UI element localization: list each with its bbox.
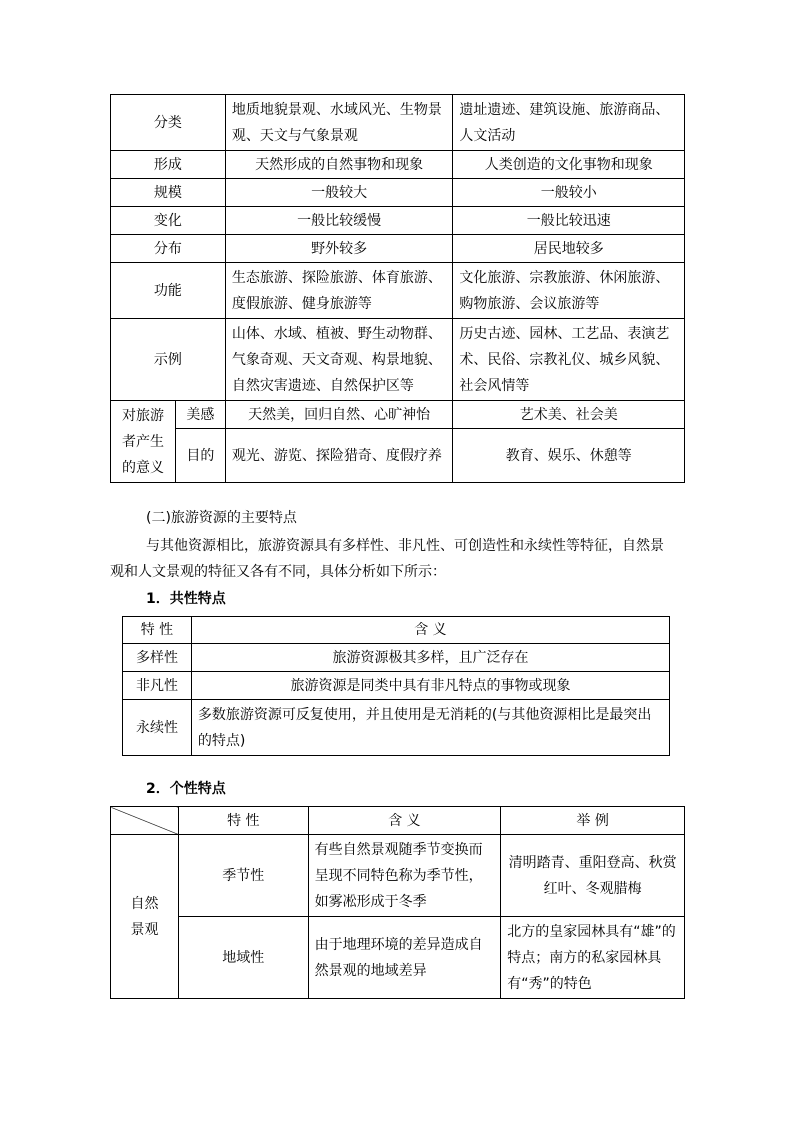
meaning-cell: 旅游资源极其多样，且广泛存在 [191, 644, 669, 672]
cultural-cell: 人类创造的文化事物和现象 [453, 151, 685, 179]
meaning-cell: 旅游资源是同类中具有非凡特点的事物或现象 [191, 672, 669, 700]
header-meaning: 含 义 [191, 617, 669, 644]
comparison-table [110, 94, 685, 483]
meaning-cell: 有些自然景观随季节变换而呈现不同特色称为季节性，如雾凇形成于冬季 [308, 835, 501, 917]
significance-label: 对旅游者产生的意义 [111, 401, 176, 483]
table-row [111, 263, 685, 319]
table-row [111, 207, 685, 235]
common-heading: 1．共性特点 [146, 591, 226, 607]
trait-cell: 永续性 [123, 700, 192, 756]
header-example: 举 例 [501, 807, 685, 835]
trait-cell: 非凡性 [123, 672, 192, 700]
table-row [111, 835, 685, 917]
trait-cell: 季节性 [178, 835, 308, 917]
natural-cell: 地质地貌景观、水域风光、生物景观、天文与气象景观 [225, 95, 453, 151]
table-row [123, 672, 670, 700]
table-row [111, 179, 685, 207]
table-row [111, 151, 685, 179]
header-trait: 特 性 [178, 807, 308, 835]
cultural-cell: 历史古迹、园林、工艺品、表演艺术、民俗、宗教礼仪、城乡风貌、社会风情等 [453, 319, 685, 401]
table-row [111, 95, 685, 151]
intro-line-2: 观和人文景观的特征又各有不同，具体分析如下所示： [110, 564, 446, 580]
individual-traits-table [110, 806, 685, 999]
sub-label: 目的 [175, 429, 225, 483]
cultural-cell: 一般比较迅速 [453, 207, 685, 235]
natural-cell: 天然形成的自然事物和现象 [225, 151, 453, 179]
common-traits-table [122, 616, 670, 756]
trait-cell: 多样性 [123, 644, 192, 672]
row-label: 分布 [111, 235, 226, 263]
row-label: 功能 [111, 263, 226, 319]
cultural-cell: 一般较小 [453, 179, 685, 207]
cultural-cell: 遗址遗迹、建筑设施、旅游商品、人文活动 [453, 95, 685, 151]
table-row [111, 235, 685, 263]
table-row [123, 700, 670, 756]
diagonal-header-cell [111, 807, 179, 835]
individual-heading: 2．个性特点 [146, 781, 226, 797]
natural-cell: 观光、游览、探险猎奇、度假疗养 [225, 429, 453, 483]
natural-cell: 野外较多 [225, 235, 453, 263]
sub-label: 美感 [175, 401, 225, 429]
table-row [111, 429, 685, 483]
natural-cell: 山体、水域、植被、野生动物群、气象奇观、天文奇观、构景地貌、自然灾害遗迹、自然保护区等 [225, 319, 453, 401]
section-heading: (二)旅游资源的主要特点 [146, 510, 297, 526]
trait-cell: 地域性 [178, 917, 308, 999]
group-label: 自然景观 [111, 835, 179, 999]
table-row [111, 401, 685, 429]
example-cell: 清明踏青、重阳登高、秋赏红叶、冬观腊梅 [501, 835, 685, 917]
cultural-cell: 文化旅游、宗教旅游、休闲旅游、购物旅游、会议旅游等 [453, 263, 685, 319]
table-row [123, 644, 670, 672]
cultural-cell: 教育、娱乐、休憩等 [453, 429, 685, 483]
table-header [111, 807, 685, 835]
row-label: 变化 [111, 207, 226, 235]
header-meaning: 含 义 [308, 807, 501, 835]
row-label: 形成 [111, 151, 226, 179]
meaning-cell: 由于地理环境的差异造成自然景观的地域差异 [308, 917, 501, 999]
example-cell: 北方的皇家园林具有“雄”的特点；南方的私家园林具有“秀”的特色 [501, 917, 685, 999]
cultural-cell: 居民地较多 [453, 235, 685, 263]
row-label: 示例 [111, 319, 226, 401]
table-row [111, 917, 685, 999]
natural-cell: 一般较大 [225, 179, 453, 207]
intro-line-1: 与其他资源相比，旅游资源具有多样性、非凡性、可创造性和永续性等特征，自然景 [146, 538, 664, 554]
row-label: 规模 [111, 179, 226, 207]
natural-cell: 一般比较缓慢 [225, 207, 453, 235]
cultural-cell: 艺术美、社会美 [453, 401, 685, 429]
meaning-cell: 多数旅游资源可反复使用，并且使用是无消耗的(与其他资源相比是最突出的特点) [191, 700, 669, 756]
header-trait: 特 性 [123, 617, 192, 644]
natural-cell: 生态旅游、探险旅游、体育旅游、度假旅游、健身旅游等 [225, 263, 453, 319]
natural-cell: 天然美，回归自然、心旷神怡 [225, 401, 453, 429]
table-header [123, 617, 670, 644]
table-row [111, 319, 685, 401]
row-label: 分类 [111, 95, 226, 151]
